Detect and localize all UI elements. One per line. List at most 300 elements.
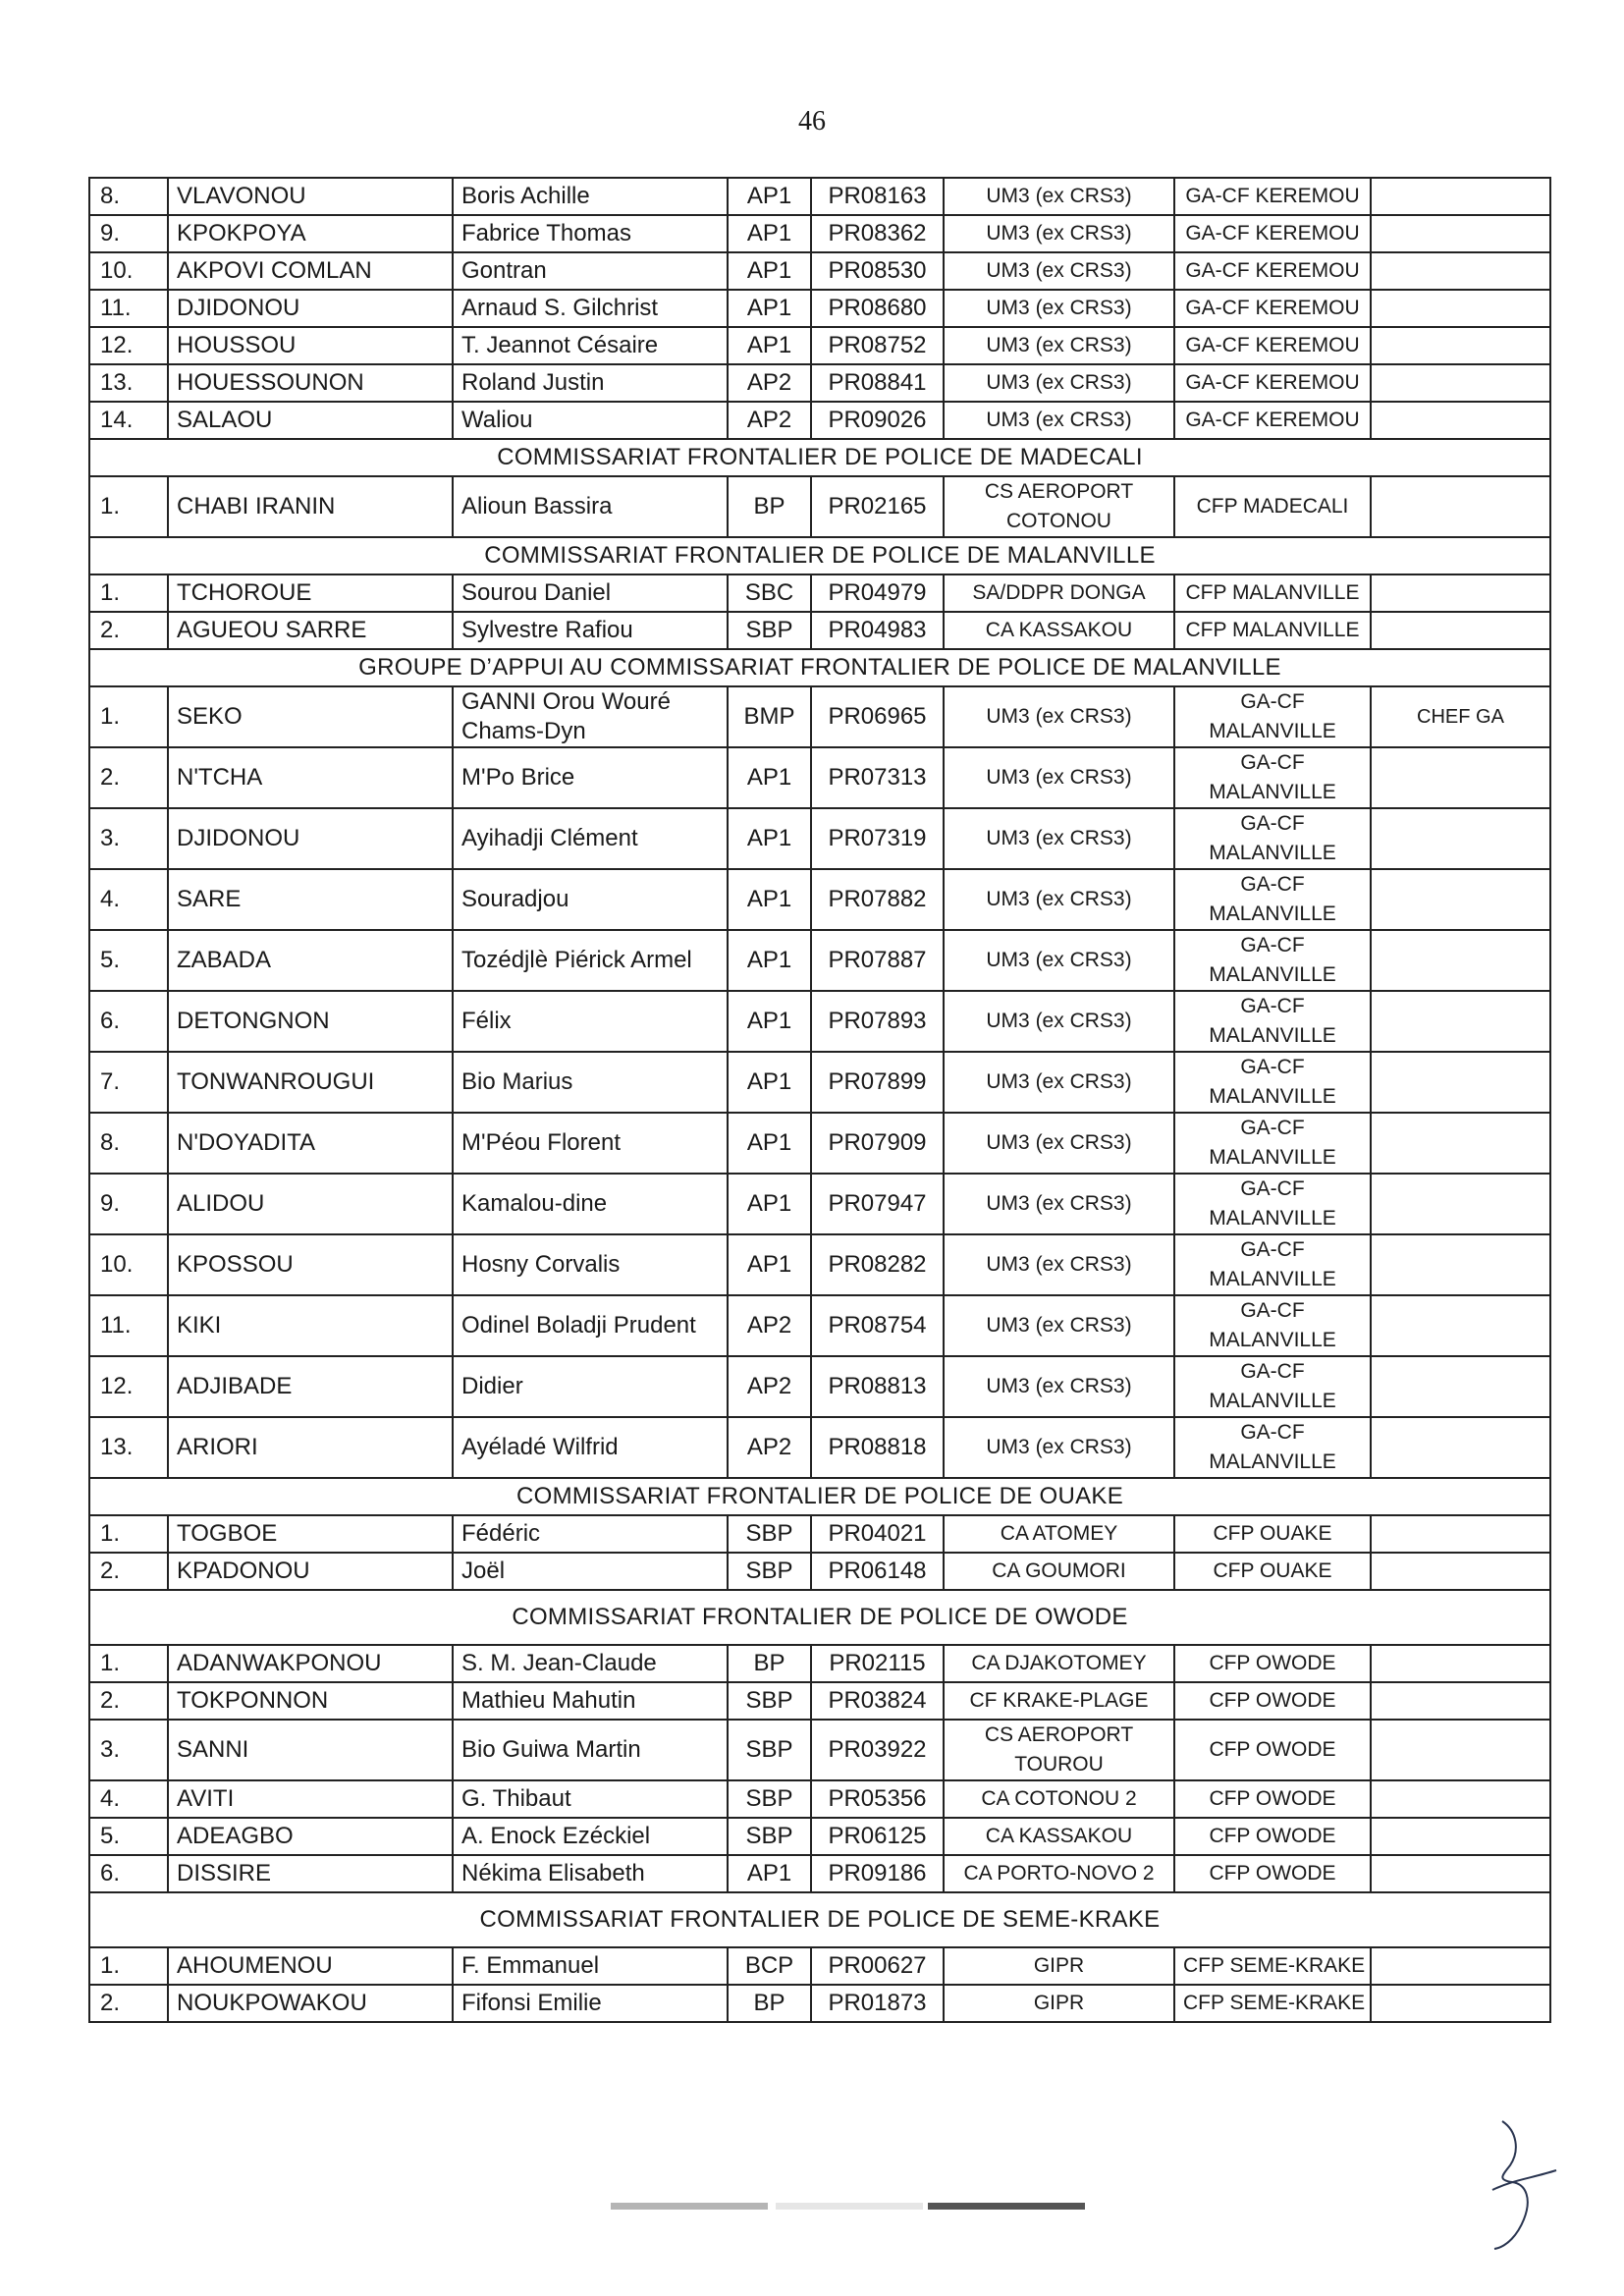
last-name-cell: SEKO — [168, 686, 453, 747]
first-name-cell: M'Péou Florent — [453, 1113, 728, 1174]
table-row — [89, 1985, 1550, 2022]
observation-cell — [1371, 215, 1550, 252]
first-name-cell: Souradjou — [453, 869, 728, 930]
observation-cell — [1371, 1417, 1550, 1478]
first-name-cell: Nékima Elisabeth — [453, 1855, 728, 1892]
observation-cell — [1371, 327, 1550, 364]
table-row — [89, 364, 1550, 402]
last-name-cell: HOUSSOU — [168, 327, 453, 364]
last-name-cell: ZABADA — [168, 930, 453, 991]
row-number: 9. — [89, 1174, 168, 1234]
matricule-cell: PR07899 — [811, 1052, 944, 1113]
first-name-cell: Gontran — [453, 252, 728, 290]
origin-unit-cell: UM3 (ex CRS3) — [944, 930, 1174, 991]
matricule-cell: PR07909 — [811, 1113, 944, 1174]
first-name-cell: G. Thibaut — [453, 1780, 728, 1818]
origin-unit-cell: SA/DDPR DONGA — [944, 574, 1174, 612]
assignment-cell: GA-CF MALANVILLE — [1174, 686, 1371, 747]
table-row — [89, 869, 1550, 930]
row-number: 1. — [89, 574, 168, 612]
assignment-cell: CFP SEME-KRAKE — [1174, 1985, 1371, 2022]
last-name-cell: TCHOROUE — [168, 574, 453, 612]
footer-bar — [611, 2203, 768, 2210]
observation-cell — [1371, 1780, 1550, 1818]
matricule-cell: PR05356 — [811, 1780, 944, 1818]
table-row — [89, 215, 1550, 252]
observation-cell — [1371, 1174, 1550, 1234]
assignment-cell: CFP OUAKE — [1174, 1553, 1371, 1590]
last-name-cell: KPOKPOYA — [168, 215, 453, 252]
last-name-cell: ARIORI — [168, 1417, 453, 1478]
observation-cell — [1371, 869, 1550, 930]
assignment-cell: CFP OWODE — [1174, 1780, 1371, 1818]
table-row — [89, 252, 1550, 290]
first-name-cell: Tozédjlè Piérick Armel — [453, 930, 728, 991]
row-number: 13. — [89, 1417, 168, 1478]
personnel-table — [88, 177, 1551, 2023]
first-name-cell: GANNI Orou Wouré Chams-Dyn — [453, 686, 728, 747]
origin-unit-cell: UM3 (ex CRS3) — [944, 1234, 1174, 1295]
last-name-cell: VLAVONOU — [168, 178, 453, 215]
matricule-cell: PR08530 — [811, 252, 944, 290]
last-name-cell: N'TCHA — [168, 747, 453, 808]
row-number: 12. — [89, 327, 168, 364]
grade-cell: AP1 — [728, 290, 811, 327]
first-name-cell: Odinel Boladji Prudent — [453, 1295, 728, 1356]
first-name-cell: Ayéladé Wilfrid — [453, 1417, 728, 1478]
observation-cell: CHEF GA — [1371, 686, 1550, 747]
origin-unit-cell: CF KRAKE-PLAGE — [944, 1682, 1174, 1720]
origin-unit-cell: CA ATOMEY — [944, 1515, 1174, 1553]
last-name-cell: KPOSSOU — [168, 1234, 453, 1295]
matricule-cell: PR03824 — [811, 1682, 944, 1720]
matricule-cell: PR09186 — [811, 1855, 944, 1892]
assignment-cell: GA-CF MALANVILLE — [1174, 991, 1371, 1052]
origin-unit-cell: UM3 (ex CRS3) — [944, 252, 1174, 290]
table-row — [89, 1356, 1550, 1417]
table-row — [89, 808, 1550, 869]
matricule-cell: PR06148 — [811, 1553, 944, 1590]
grade-cell: AP1 — [728, 991, 811, 1052]
assignment-cell: GA-CF MALANVILLE — [1174, 808, 1371, 869]
observation-cell — [1371, 1295, 1550, 1356]
grade-cell: SBP — [728, 1553, 811, 1590]
observation-cell — [1371, 290, 1550, 327]
assignment-cell: CFP OUAKE — [1174, 1515, 1371, 1553]
origin-unit-cell: UM3 (ex CRS3) — [944, 991, 1174, 1052]
table-row — [89, 476, 1550, 537]
grade-cell: AP1 — [728, 215, 811, 252]
first-name-cell: Fifonsi Emilie — [453, 1985, 728, 2022]
assignment-cell: GA-CF KEREMOU — [1174, 215, 1371, 252]
first-name-cell: Sylvestre Rafiou — [453, 612, 728, 649]
last-name-cell: DJIDONOU — [168, 808, 453, 869]
first-name-cell: Waliou — [453, 402, 728, 439]
grade-cell: AP1 — [728, 808, 811, 869]
section-header-row — [89, 439, 1550, 476]
grade-cell: AP1 — [728, 1234, 811, 1295]
matricule-cell: PR06965 — [811, 686, 944, 747]
table-row — [89, 178, 1550, 215]
last-name-cell: ADJIBADE — [168, 1356, 453, 1417]
section-header-row — [89, 649, 1550, 686]
origin-unit-cell: UM3 (ex CRS3) — [944, 364, 1174, 402]
section-header-row — [89, 537, 1550, 574]
matricule-cell: PR08680 — [811, 290, 944, 327]
assignment-cell: GA-CF MALANVILLE — [1174, 747, 1371, 808]
row-number: 8. — [89, 1113, 168, 1174]
table-row — [89, 1553, 1550, 1590]
observation-cell — [1371, 1645, 1550, 1682]
section-title: COMMISSARIAT FRONTALIER DE POLICE DE MALANVILLE — [89, 537, 1550, 574]
matricule-cell: PR08752 — [811, 327, 944, 364]
table-row — [89, 1174, 1550, 1234]
last-name-cell: KIKI — [168, 1295, 453, 1356]
grade-cell: AP2 — [728, 1295, 811, 1356]
last-name-cell: AVITI — [168, 1780, 453, 1818]
origin-unit-cell: CA GOUMORI — [944, 1553, 1174, 1590]
assignment-cell: GA-CF MALANVILLE — [1174, 1417, 1371, 1478]
matricule-cell: PR07887 — [811, 930, 944, 991]
assignment-cell: CFP OWODE — [1174, 1720, 1371, 1780]
origin-unit-cell: CS AEROPORT TOUROU — [944, 1720, 1174, 1780]
table-row — [89, 574, 1550, 612]
last-name-cell: SALAOU — [168, 402, 453, 439]
section-title: COMMISSARIAT FRONTALIER DE POLICE DE MADECALI — [89, 439, 1550, 476]
observation-cell — [1371, 252, 1550, 290]
origin-unit-cell: CA KASSAKOU — [944, 612, 1174, 649]
observation-cell — [1371, 1720, 1550, 1780]
grade-cell: SBP — [728, 612, 811, 649]
origin-unit-cell: UM3 (ex CRS3) — [944, 1356, 1174, 1417]
row-number: 1. — [89, 1515, 168, 1553]
observation-cell — [1371, 1356, 1550, 1417]
matricule-cell: PR01873 — [811, 1985, 944, 2022]
grade-cell: AP2 — [728, 1417, 811, 1478]
grade-cell: AP1 — [728, 1113, 811, 1174]
observation-cell — [1371, 747, 1550, 808]
grade-cell: AP1 — [728, 1052, 811, 1113]
section-title: GROUPE D’APPUI AU COMMISSARIAT FRONTALIER DE POLICE DE MALANVILLE — [89, 649, 1550, 686]
grade-cell: AP2 — [728, 364, 811, 402]
row-number: 2. — [89, 1682, 168, 1720]
last-name-cell: NOUKPOWAKOU — [168, 1985, 453, 2022]
row-number: 10. — [89, 1234, 168, 1295]
first-name-cell: Bio Marius — [453, 1052, 728, 1113]
last-name-cell: CHABI IRANIN — [168, 476, 453, 537]
last-name-cell: HOUESSOUNON — [168, 364, 453, 402]
row-number: 2. — [89, 1553, 168, 1590]
last-name-cell: AKPOVI COMLAN — [168, 252, 453, 290]
row-number: 11. — [89, 290, 168, 327]
observation-cell — [1371, 574, 1550, 612]
table-row — [89, 1645, 1550, 1682]
signature-icon — [1473, 2111, 1561, 2259]
grade-cell: SBP — [728, 1818, 811, 1855]
matricule-cell: PR08282 — [811, 1234, 944, 1295]
assignment-cell: GA-CF KEREMOU — [1174, 290, 1371, 327]
grade-cell: SBP — [728, 1720, 811, 1780]
first-name-cell: S. M. Jean-Claude — [453, 1645, 728, 1682]
last-name-cell: TOKPONNON — [168, 1682, 453, 1720]
grade-cell: AP1 — [728, 869, 811, 930]
first-name-cell: Fédéric — [453, 1515, 728, 1553]
last-name-cell: ADEAGBO — [168, 1818, 453, 1855]
observation-cell — [1371, 991, 1550, 1052]
section-title: COMMISSARIAT FRONTALIER DE POLICE DE OWODE — [89, 1590, 1550, 1645]
assignment-cell: CFP MALANVILLE — [1174, 574, 1371, 612]
matricule-cell: PR08754 — [811, 1295, 944, 1356]
table-row — [89, 930, 1550, 991]
observation-cell — [1371, 612, 1550, 649]
observation-cell — [1371, 930, 1550, 991]
table-row — [89, 1417, 1550, 1478]
assignment-cell: CFP OWODE — [1174, 1682, 1371, 1720]
first-name-cell: T. Jeannot Césaire — [453, 327, 728, 364]
row-number: 2. — [89, 1985, 168, 2022]
table-row — [89, 1515, 1550, 1553]
grade-cell: SBP — [728, 1515, 811, 1553]
table-row — [89, 991, 1550, 1052]
last-name-cell: SARE — [168, 869, 453, 930]
assignment-cell: GA-CF MALANVILLE — [1174, 1174, 1371, 1234]
table-row — [89, 1113, 1550, 1174]
last-name-cell: ADANWAKPONOU — [168, 1645, 453, 1682]
origin-unit-cell: GIPR — [944, 1985, 1174, 2022]
origin-unit-cell: UM3 (ex CRS3) — [944, 1174, 1174, 1234]
row-number: 4. — [89, 869, 168, 930]
table-row — [89, 747, 1550, 808]
row-number: 12. — [89, 1356, 168, 1417]
origin-unit-cell: UM3 (ex CRS3) — [944, 215, 1174, 252]
table-row — [89, 1818, 1550, 1855]
grade-cell: BP — [728, 476, 811, 537]
row-number: 1. — [89, 686, 168, 747]
row-number: 5. — [89, 930, 168, 991]
origin-unit-cell: UM3 (ex CRS3) — [944, 1417, 1174, 1478]
assignment-cell: GA-CF MALANVILLE — [1174, 930, 1371, 991]
assignment-cell: GA-CF KEREMOU — [1174, 364, 1371, 402]
first-name-cell: F. Emmanuel — [453, 1947, 728, 1985]
table-row — [89, 1052, 1550, 1113]
last-name-cell: TONWANROUGUI — [168, 1052, 453, 1113]
table-row — [89, 290, 1550, 327]
origin-unit-cell: CA DJAKOTOMEY — [944, 1645, 1174, 1682]
section-header-row — [89, 1478, 1550, 1515]
observation-cell — [1371, 1234, 1550, 1295]
row-number: 8. — [89, 178, 168, 215]
observation-cell — [1371, 476, 1550, 537]
assignment-cell: GA-CF KEREMOU — [1174, 402, 1371, 439]
last-name-cell: AGUEOU SARRE — [168, 612, 453, 649]
origin-unit-cell: UM3 (ex CRS3) — [944, 1295, 1174, 1356]
assignment-cell: CFP OWODE — [1174, 1855, 1371, 1892]
grade-cell: AP1 — [728, 930, 811, 991]
last-name-cell: DETONGNON — [168, 991, 453, 1052]
origin-unit-cell: UM3 (ex CRS3) — [944, 290, 1174, 327]
table-row — [89, 1780, 1550, 1818]
observation-cell — [1371, 178, 1550, 215]
first-name-cell: Sourou Daniel — [453, 574, 728, 612]
grade-cell: AP1 — [728, 178, 811, 215]
table-row — [89, 1682, 1550, 1720]
grade-cell: SBC — [728, 574, 811, 612]
table-row — [89, 1234, 1550, 1295]
row-number: 11. — [89, 1295, 168, 1356]
matricule-cell: PR07947 — [811, 1174, 944, 1234]
matricule-cell: PR00627 — [811, 1947, 944, 1985]
origin-unit-cell: UM3 (ex CRS3) — [944, 327, 1174, 364]
grade-cell: AP1 — [728, 1174, 811, 1234]
grade-cell: SBP — [728, 1780, 811, 1818]
footer-bar — [776, 2203, 923, 2210]
observation-cell — [1371, 808, 1550, 869]
matricule-cell: PR08818 — [811, 1417, 944, 1478]
assignment-cell: GA-CF KEREMOU — [1174, 327, 1371, 364]
matricule-cell: PR03922 — [811, 1720, 944, 1780]
assignment-cell: GA-CF MALANVILLE — [1174, 1113, 1371, 1174]
observation-cell — [1371, 1855, 1550, 1892]
row-number: 6. — [89, 991, 168, 1052]
assignment-cell: CFP MADECALI — [1174, 476, 1371, 537]
matricule-cell: PR08163 — [811, 178, 944, 215]
section-title: COMMISSARIAT FRONTALIER DE POLICE DE SEME-KRAKE — [89, 1892, 1550, 1947]
assignment-cell: GA-CF KEREMOU — [1174, 252, 1371, 290]
last-name-cell: N'DOYADITA — [168, 1113, 453, 1174]
row-number: 3. — [89, 808, 168, 869]
observation-cell — [1371, 1052, 1550, 1113]
assignment-cell: GA-CF MALANVILLE — [1174, 1052, 1371, 1113]
origin-unit-cell: UM3 (ex CRS3) — [944, 808, 1174, 869]
grade-cell: BP — [728, 1985, 811, 2022]
matricule-cell: PR09026 — [811, 402, 944, 439]
row-number: 1. — [89, 476, 168, 537]
origin-unit-cell: CA PORTO-NOVO 2 — [944, 1855, 1174, 1892]
grade-cell: AP1 — [728, 327, 811, 364]
matricule-cell: PR02165 — [811, 476, 944, 537]
row-number: 10. — [89, 252, 168, 290]
row-number: 7. — [89, 1052, 168, 1113]
grade-cell: AP1 — [728, 1855, 811, 1892]
last-name-cell: DISSIRE — [168, 1855, 453, 1892]
origin-unit-cell: UM3 (ex CRS3) — [944, 869, 1174, 930]
first-name-cell: Didier — [453, 1356, 728, 1417]
origin-unit-cell: UM3 (ex CRS3) — [944, 686, 1174, 747]
matricule-cell: PR07893 — [811, 991, 944, 1052]
observation-cell — [1371, 1682, 1550, 1720]
origin-unit-cell: UM3 (ex CRS3) — [944, 1052, 1174, 1113]
assignment-cell: GA-CF MALANVILLE — [1174, 1356, 1371, 1417]
matricule-cell: PR07882 — [811, 869, 944, 930]
first-name-cell: Arnaud S. Gilchrist — [453, 290, 728, 327]
matricule-cell: PR08362 — [811, 215, 944, 252]
row-number: 14. — [89, 402, 168, 439]
first-name-cell: Boris Achille — [453, 178, 728, 215]
section-title: COMMISSARIAT FRONTALIER DE POLICE DE OUAKE — [89, 1478, 1550, 1515]
assignment-cell: CFP MALANVILLE — [1174, 612, 1371, 649]
grade-cell: AP1 — [728, 747, 811, 808]
first-name-cell: Joël — [453, 1553, 728, 1590]
assignment-cell: CFP SEME-KRAKE — [1174, 1947, 1371, 1985]
origin-unit-cell: UM3 (ex CRS3) — [944, 1113, 1174, 1174]
row-number: 9. — [89, 215, 168, 252]
matricule-cell: PR04021 — [811, 1515, 944, 1553]
origin-unit-cell: UM3 (ex CRS3) — [944, 178, 1174, 215]
matricule-cell: PR07319 — [811, 808, 944, 869]
origin-unit-cell: CA COTONOU 2 — [944, 1780, 1174, 1818]
observation-cell — [1371, 1818, 1550, 1855]
row-number: 2. — [89, 612, 168, 649]
grade-cell: BCP — [728, 1947, 811, 1985]
row-number: 13. — [89, 364, 168, 402]
matricule-cell: PR07313 — [811, 747, 944, 808]
footer-bar — [928, 2203, 1085, 2210]
first-name-cell: Ayihadji Clément — [453, 808, 728, 869]
row-number: 5. — [89, 1818, 168, 1855]
last-name-cell: KPADONOU — [168, 1553, 453, 1590]
row-number: 4. — [89, 1780, 168, 1818]
grade-cell: BP — [728, 1645, 811, 1682]
row-number: 3. — [89, 1720, 168, 1780]
observation-cell — [1371, 402, 1550, 439]
first-name-cell: Kamalou-dine — [453, 1174, 728, 1234]
table-row — [89, 1947, 1550, 1985]
matricule-cell: PR08841 — [811, 364, 944, 402]
assignment-cell: CFP OWODE — [1174, 1645, 1371, 1682]
last-name-cell: SANNI — [168, 1720, 453, 1780]
page-number: 46 — [798, 106, 826, 137]
grade-cell: AP2 — [728, 1356, 811, 1417]
first-name-cell: M'Po Brice — [453, 747, 728, 808]
observation-cell — [1371, 1553, 1550, 1590]
observation-cell — [1371, 1947, 1550, 1985]
row-number: 1. — [89, 1947, 168, 1985]
grade-cell: AP1 — [728, 252, 811, 290]
last-name-cell: ALIDOU — [168, 1174, 453, 1234]
matricule-cell: PR04979 — [811, 574, 944, 612]
section-header-row — [89, 1590, 1550, 1645]
observation-cell — [1371, 1985, 1550, 2022]
origin-unit-cell: UM3 (ex CRS3) — [944, 402, 1174, 439]
first-name-cell: Bio Guiwa Martin — [453, 1720, 728, 1780]
assignment-cell: CFP OWODE — [1174, 1818, 1371, 1855]
grade-cell: BMP — [728, 686, 811, 747]
row-number: 6. — [89, 1855, 168, 1892]
first-name-cell: Fabrice Thomas — [453, 215, 728, 252]
table-row — [89, 327, 1550, 364]
assignment-cell: GA-CF KEREMOU — [1174, 178, 1371, 215]
observation-cell — [1371, 1515, 1550, 1553]
observation-cell — [1371, 364, 1550, 402]
section-header-row — [89, 1892, 1550, 1947]
last-name-cell: AHOUMENOU — [168, 1947, 453, 1985]
first-name-cell: Félix — [453, 991, 728, 1052]
first-name-cell: Alioun Bassira — [453, 476, 728, 537]
origin-unit-cell: CA KASSAKOU — [944, 1818, 1174, 1855]
table-row — [89, 612, 1550, 649]
observation-cell — [1371, 1113, 1550, 1174]
assignment-cell: GA-CF MALANVILLE — [1174, 1295, 1371, 1356]
grade-cell: AP2 — [728, 402, 811, 439]
table-row — [89, 686, 1550, 747]
row-number: 1. — [89, 1645, 168, 1682]
first-name-cell: Roland Justin — [453, 364, 728, 402]
origin-unit-cell: GIPR — [944, 1947, 1174, 1985]
row-number: 2. — [89, 747, 168, 808]
first-name-cell: Mathieu Mahutin — [453, 1682, 728, 1720]
table-row — [89, 1855, 1550, 1892]
origin-unit-cell: UM3 (ex CRS3) — [944, 747, 1174, 808]
